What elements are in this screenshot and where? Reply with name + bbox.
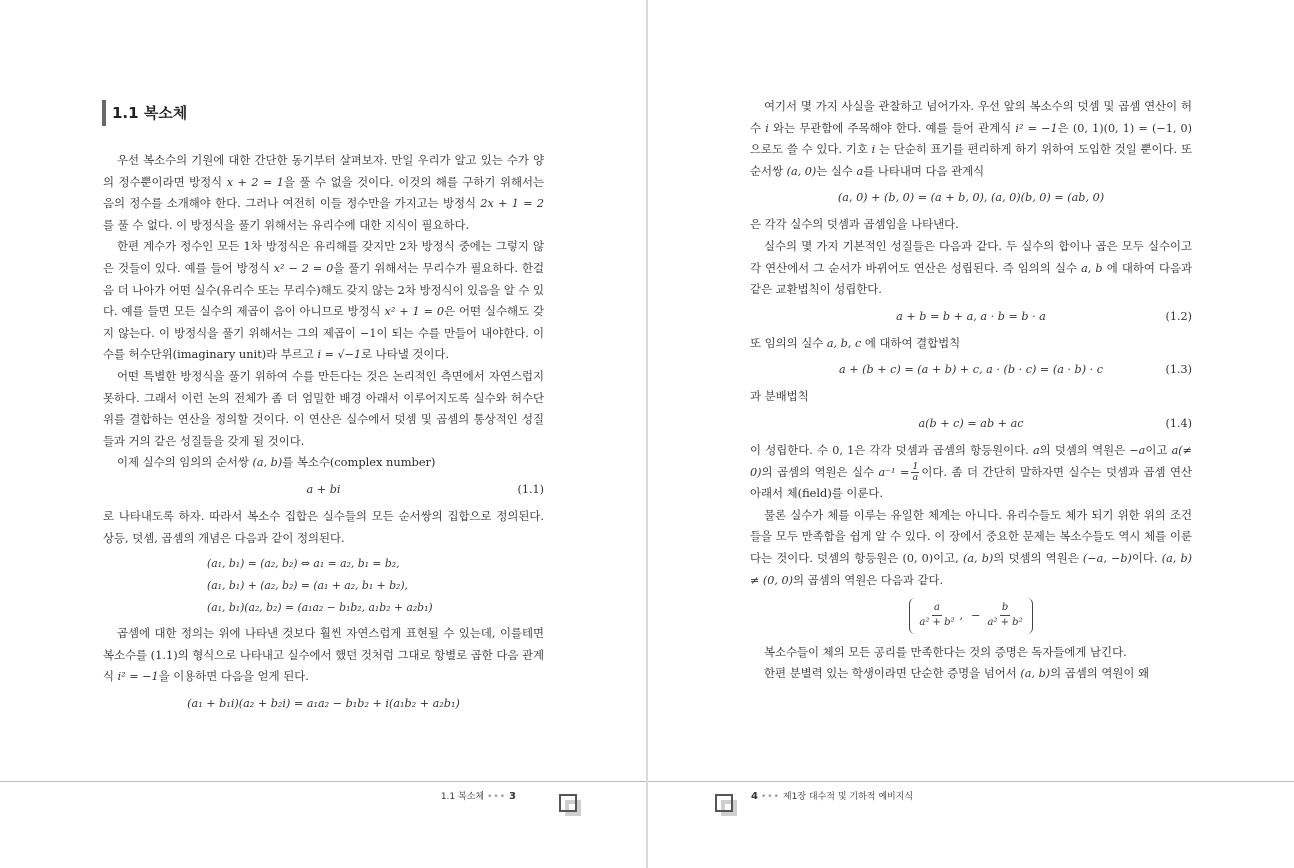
- inline-math: i: [871, 143, 876, 157]
- paragraph-quadratic: 한편 계수가 정수인 모든 1차 방정식은 유리해를 갖지만 2차 방정식 중에는 그렇지 않은 것들이 있다. 예를 들어 방정식 x² − 2 = 0을 풀기 위해서는 무리수가 필요하다. 한걸음 더 나아가 어떤 실수(유리수 또는 무리수)해도 갖지 않는 2차 방정식이 있음을 알 수 있다. 예를 들면 모든 실수의 제곱이 음이 아니므로 방정식 x² + 1 = 0은 어떤 실수해도 갖지 않는다. 이 방정식을 풀기 위해서는 그의 제곱이 −1이 되는 수를 만들어 내야한다. 이 수를 허수단위(imaginary unit)라 부르고 i = √−1로 나타낼 것이다.: [103, 239, 545, 362]
- paragraph-distributive: 과 분배법칙: [750, 389, 809, 404]
- equation-real-pairs: [750, 182, 1192, 214]
- paragraph-inverse-why: 한편 분별력 있는 학생이라면 단순한 증명을 넘어서 (a, b)의 곱셈의 역원이 왜: [764, 666, 1149, 681]
- inline-math: (0, 0): [902, 551, 934, 565]
- definition-equality: (a₁, b₁) = (a₂, b₂) ⇔ a₁ = a₂, b₁ = b₂,: [207, 557, 400, 571]
- section-heading: 1.1 복소체: [102, 100, 187, 126]
- equation-expression: a + (b + c) = (a + b) + c, a · (b · c) = (a · b) · c: [838, 363, 1103, 377]
- equation-1-1: [103, 474, 544, 506]
- inline-math: x + 2 = 1: [226, 175, 284, 189]
- inline-math: 2x + 1 = 2: [480, 197, 544, 211]
- equation-1-3: [750, 354, 1192, 386]
- paragraph-complex-def: 이제 실수의 임의의 순서쌍 (a, b)를 복소수(complex number): [117, 455, 436, 470]
- inline-math: a, b: [1081, 261, 1103, 275]
- paragraph-associative: 또 임의의 실수 a, b, c 에 대하여 결합법칙: [750, 335, 961, 350]
- fraction-real-part: $\frac{a}{\text{a² + b²}}$: [919, 602, 955, 629]
- paragraph-identities: 이 성립한다. 수 0, 1은 각각 덧셈과 곱셈의 항등원이다. a의 덧셈의 역원은 −a이고 a(≠ 0)의 곱셈의 역원은 실수 a⁻¹ = $\frac{1}{a}$ 이다. 좀 더 간단히 말하자면 실수는 덧셈과 곱셈 연산 아래서 체(field)를 이룬다.: [750, 442, 1192, 501]
- paragraph-complex-field: 물론 실수가 체를 이루는 유일한 체계는 아니다. 유리수들도 체가 되기 위한 위의 조건들을 모두 만족함을 쉽게 알 수 있다. 이 장에서 중요한 문제는 복소수들도 역시 체를 이룬다는 것이다. 덧셈의 항등원은 (0, 0)이고, (a, b)의 덧셈의 역원은 (−a, −b)이다. (a, b) ≠ (0, 0)의 곱셈의 역원은 다음과 같다.: [750, 507, 1193, 587]
- definition-multiplication: (a₁, b₁)(a₂, b₂) = (a₁a₂ − b₁b₂, a₁b₂ + a₂b₁): [207, 601, 433, 615]
- footer-dots: •••: [760, 792, 780, 802]
- equation-1-2: [750, 301, 1192, 333]
- equation-number: (1.2): [1165, 309, 1192, 323]
- page-number: 3: [509, 791, 516, 802]
- minus-sign: −: [971, 609, 981, 623]
- right-page: [648, 0, 1294, 868]
- page-number: 4: [751, 791, 758, 802]
- inline-math: (−a, −b): [1082, 551, 1132, 565]
- inline-math: a, b, c: [826, 336, 862, 350]
- inline-math: i² = −1: [1015, 121, 1058, 135]
- fraction-imag-part: $\frac{b}{\text{a² + b²}}$: [987, 602, 1023, 629]
- inline-math: (a, b) ≠ (0, 0): [750, 551, 1193, 587]
- paragraph-real-ops: 은 각각 실수의 덧셈과 곱셈임을 나타낸다.: [750, 217, 959, 232]
- equation-1-4: [750, 408, 1192, 440]
- left-page: [0, 0, 646, 868]
- paragraph-set-def: 로 나타내도록 하자. 따라서 복소수 집합은 실수들의 모든 순서쌍의 집합으로 정의된다. 상등, 덧셈, 곱셈의 개념은 다음과 같이 정의된다.: [103, 508, 544, 545]
- inline-math: −1: [360, 326, 377, 340]
- inline-math: i = √−1: [317, 348, 362, 362]
- equation-expression: (a₁ + b₁i)(a₂ + b₂i) = a₁a₂ − b₁b₂ + i(a₁b₂ + a₂b₁): [187, 696, 460, 710]
- right-footer-rule: [648, 781, 1294, 782]
- footer-dots: •••: [487, 792, 507, 802]
- inline-math: (a, 0): [786, 164, 817, 178]
- equation-product: [103, 688, 544, 720]
- paragraph-origin: 우선 복소수의 기원에 대한 간단한 동기부터 살펴보자. 만일 우리가 알고 있는 수가 양의 정수뿐이라면 방정식 x + 2 = 1을 풀 수 없을 것이다. 이것의 해를 구하기 위해서는 음의 정수를 소개해야 한다. 그러나 여전히 이들 정수만을 가지고는 방정식 2x + 1 = 2를 풀 수 없다. 이 방정식을 풀기 위해서는 유리수에 대한 지식이 필요하다.: [103, 153, 544, 232]
- left-page-body: [103, 150, 544, 720]
- equation-expression: a + b = b + a, a · b = b · a: [896, 309, 1046, 323]
- inline-math: a: [856, 164, 864, 178]
- inline-math: x² + 1 = 0: [384, 305, 444, 319]
- equation-number: (1.1): [517, 482, 544, 496]
- inline-math: (0, 1)(0, 1) = (−1, 0): [1072, 121, 1193, 135]
- inline-math: a⁻¹ =: [878, 465, 910, 479]
- inline-math: a(≠ 0): [750, 443, 1192, 479]
- paragraph-observations: 여기서 몇 가지 사실을 관찰하고 넘어가자. 우선 앞의 복소수의 덧셈 및 곱셈 연산이 허수 i 와는 무관함에 주목해야 한다. 예를 들어 관계식 i² = −1은 (0, 1)(0, 1) = (−1, 0)으로도 쓸 수 있다. 기호 i 는 단순히 표기를 편리하게 하기 위하여 도입한 것일 뿐이다. 또 순서쌍 (a, 0)는 실수 a를 나타내며 다음 관계식: [750, 99, 1193, 178]
- footer-chapter-title: 제1장 대수적 및 기하적 예비지식: [782, 792, 914, 802]
- footer-section-title: 1.1 복소체: [440, 792, 485, 802]
- paragraph-commutative: 실수의 몇 가지 기본적인 성질들은 다음과 같다. 두 실수의 합이나 곱은 모두 실수이고 각 연산에서 그 순서가 바뀌어도 연산은 성립된다. 즉 임의의 실수 a, b 에 대하여 다음과 같은 교환법칙이 성립한다.: [750, 238, 1192, 297]
- inline-math: −a: [1129, 443, 1146, 457]
- right-page-body: [750, 96, 1192, 685]
- paragraph-rigor: 어떤 특별한 방정식을 풀기 위하여 수를 만든다는 것은 논리적인 측면에서 자연스럽지 못하다. 그래서 이런 논의 전체가 좀 더 엄밀한 배경 아래서 이루어지도록 실수와 허수단위를 결합하는 연산을 정의할 것이다. 이 연산은 실수에서 덧셈 및 곱셈의 통상적인 성질들과 거의 같은 성질들을 갖게 될 것이다.: [103, 368, 544, 448]
- equation-number: (1.3): [1165, 363, 1192, 377]
- equation-number: (1.4): [1165, 416, 1192, 430]
- inline-math: (a, b): [252, 456, 283, 470]
- page-corner-icon: [559, 794, 581, 816]
- page-corner-icon: [715, 794, 737, 816]
- equation-expression: a(b + c) = ab + ac: [918, 416, 1024, 430]
- equation-expression: (a, 0) + (b, 0) = (a + b, 0), (a, 0)(b, 0) = (ab, 0): [837, 191, 1105, 205]
- equation-expression: a + bi: [306, 482, 341, 496]
- definition-addition: (a₁, b₁) + (a₂, b₂) = (a₁ + a₂, b₁ + b₂),: [207, 579, 408, 593]
- left-footer-rule: [0, 781, 646, 782]
- inline-math: i² = −1: [117, 670, 159, 684]
- left-running-footer: [441, 791, 516, 803]
- definition-system: [103, 549, 544, 623]
- inline-math: i: [765, 121, 769, 135]
- paragraph-proof-left: 복소수들이 체의 모든 공리를 만족한다는 것의 증명은 독자들에게 남긴다.: [764, 644, 1127, 659]
- inline-math: (a, b): [1020, 667, 1051, 681]
- inline-math: 0, 1: [832, 443, 855, 457]
- inline-math: x² − 2 = 0: [273, 261, 334, 275]
- inline-math: (a, b): [963, 551, 994, 565]
- paragraph-multiplication: 곱셈에 대한 정의는 위에 나타낸 것보다 훨씬 자연스럽게 표현될 수 있는데, 이를테면 복소수를 (1.1)의 형식으로 나타내고 실수에서 했던 것처럼 그대로 항별로 곱한 다음 관계식 i² = −1을 이용하면 다음을 얻게 된다.: [103, 626, 544, 684]
- inline-fraction: $\frac{1}{a}$: [912, 461, 919, 484]
- right-running-footer: [751, 791, 913, 803]
- equation-inverse: [750, 591, 1192, 642]
- inverse-vector: $\frac{a}{\text{a² + b²}}$ , − $\frac{b}{\text{a² + b²}}$: [909, 598, 1032, 634]
- inline-math: a: [1032, 443, 1040, 457]
